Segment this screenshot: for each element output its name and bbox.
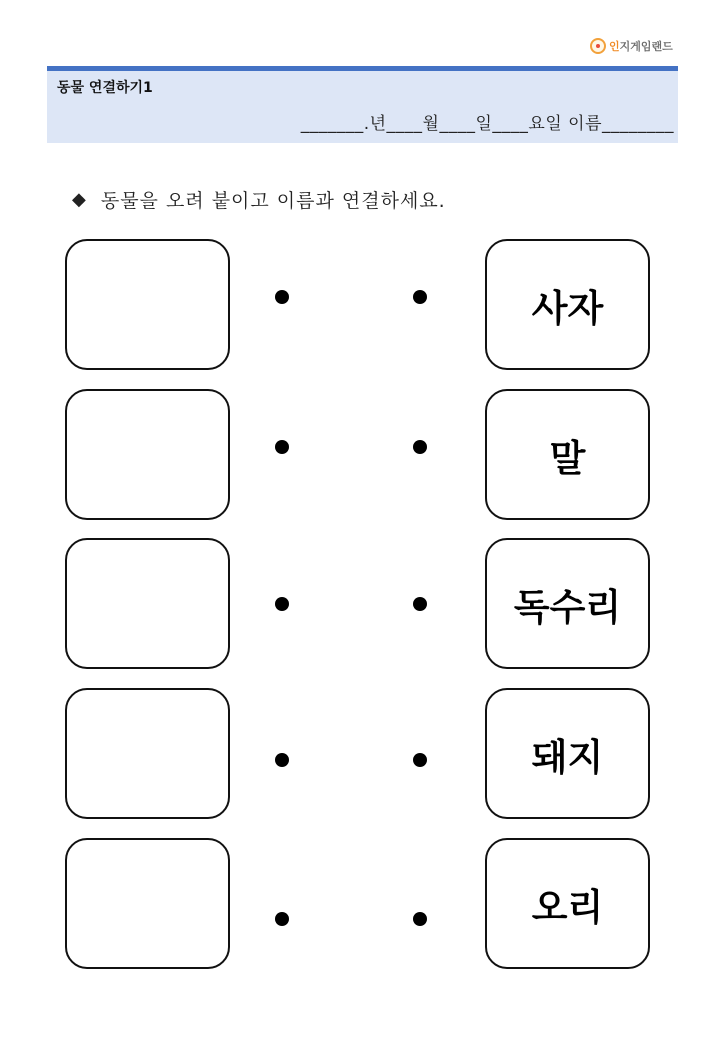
right-connect-dot[interactable] bbox=[413, 912, 427, 926]
match-row bbox=[0, 389, 720, 521]
picture-paste-box[interactable] bbox=[65, 838, 230, 969]
animal-name: 오리 bbox=[531, 885, 604, 929]
animal-name-box bbox=[485, 239, 650, 370]
match-row bbox=[0, 838, 720, 970]
match-row bbox=[0, 239, 720, 371]
left-connect-dot[interactable] bbox=[275, 440, 289, 454]
animal-name-box bbox=[485, 688, 650, 819]
worksheet-title: 동물 연결하기1 bbox=[57, 80, 153, 96]
right-connect-dot[interactable] bbox=[413, 597, 427, 611]
left-connect-dot[interactable] bbox=[275, 290, 289, 304]
lightbulb-face-icon bbox=[590, 38, 606, 54]
picture-paste-box[interactable] bbox=[65, 688, 230, 819]
animal-name: 돼지 bbox=[531, 735, 604, 779]
animal-name-box bbox=[485, 838, 650, 969]
instruction-text: 동물을 오려 붙이고 이름과 연결하세요. bbox=[100, 190, 446, 212]
brand-logo bbox=[590, 36, 690, 56]
animal-name: 사자 bbox=[531, 286, 604, 330]
right-connect-dot[interactable] bbox=[413, 753, 427, 767]
picture-paste-box[interactable] bbox=[65, 239, 230, 370]
animal-name: 말 bbox=[549, 436, 586, 480]
right-connect-dot[interactable] bbox=[413, 440, 427, 454]
animal-name-box bbox=[485, 389, 650, 520]
instruction bbox=[72, 186, 446, 213]
animal-name: 독수리 bbox=[513, 585, 622, 629]
match-row bbox=[0, 538, 720, 670]
right-connect-dot[interactable] bbox=[413, 290, 427, 304]
picture-paste-box[interactable] bbox=[65, 538, 230, 669]
left-connect-dot[interactable] bbox=[275, 753, 289, 767]
brand-name: 인지게임랜드 bbox=[609, 40, 673, 53]
match-row bbox=[0, 688, 720, 820]
worksheet-header bbox=[47, 66, 678, 143]
animal-name-box bbox=[485, 538, 650, 669]
diamond-bullet-icon: ◆ bbox=[72, 189, 87, 210]
left-connect-dot[interactable] bbox=[275, 597, 289, 611]
date-name-line: _______.년____월____일____요일 이름________ bbox=[300, 114, 674, 134]
left-connect-dot[interactable] bbox=[275, 912, 289, 926]
picture-paste-box[interactable] bbox=[65, 389, 230, 520]
